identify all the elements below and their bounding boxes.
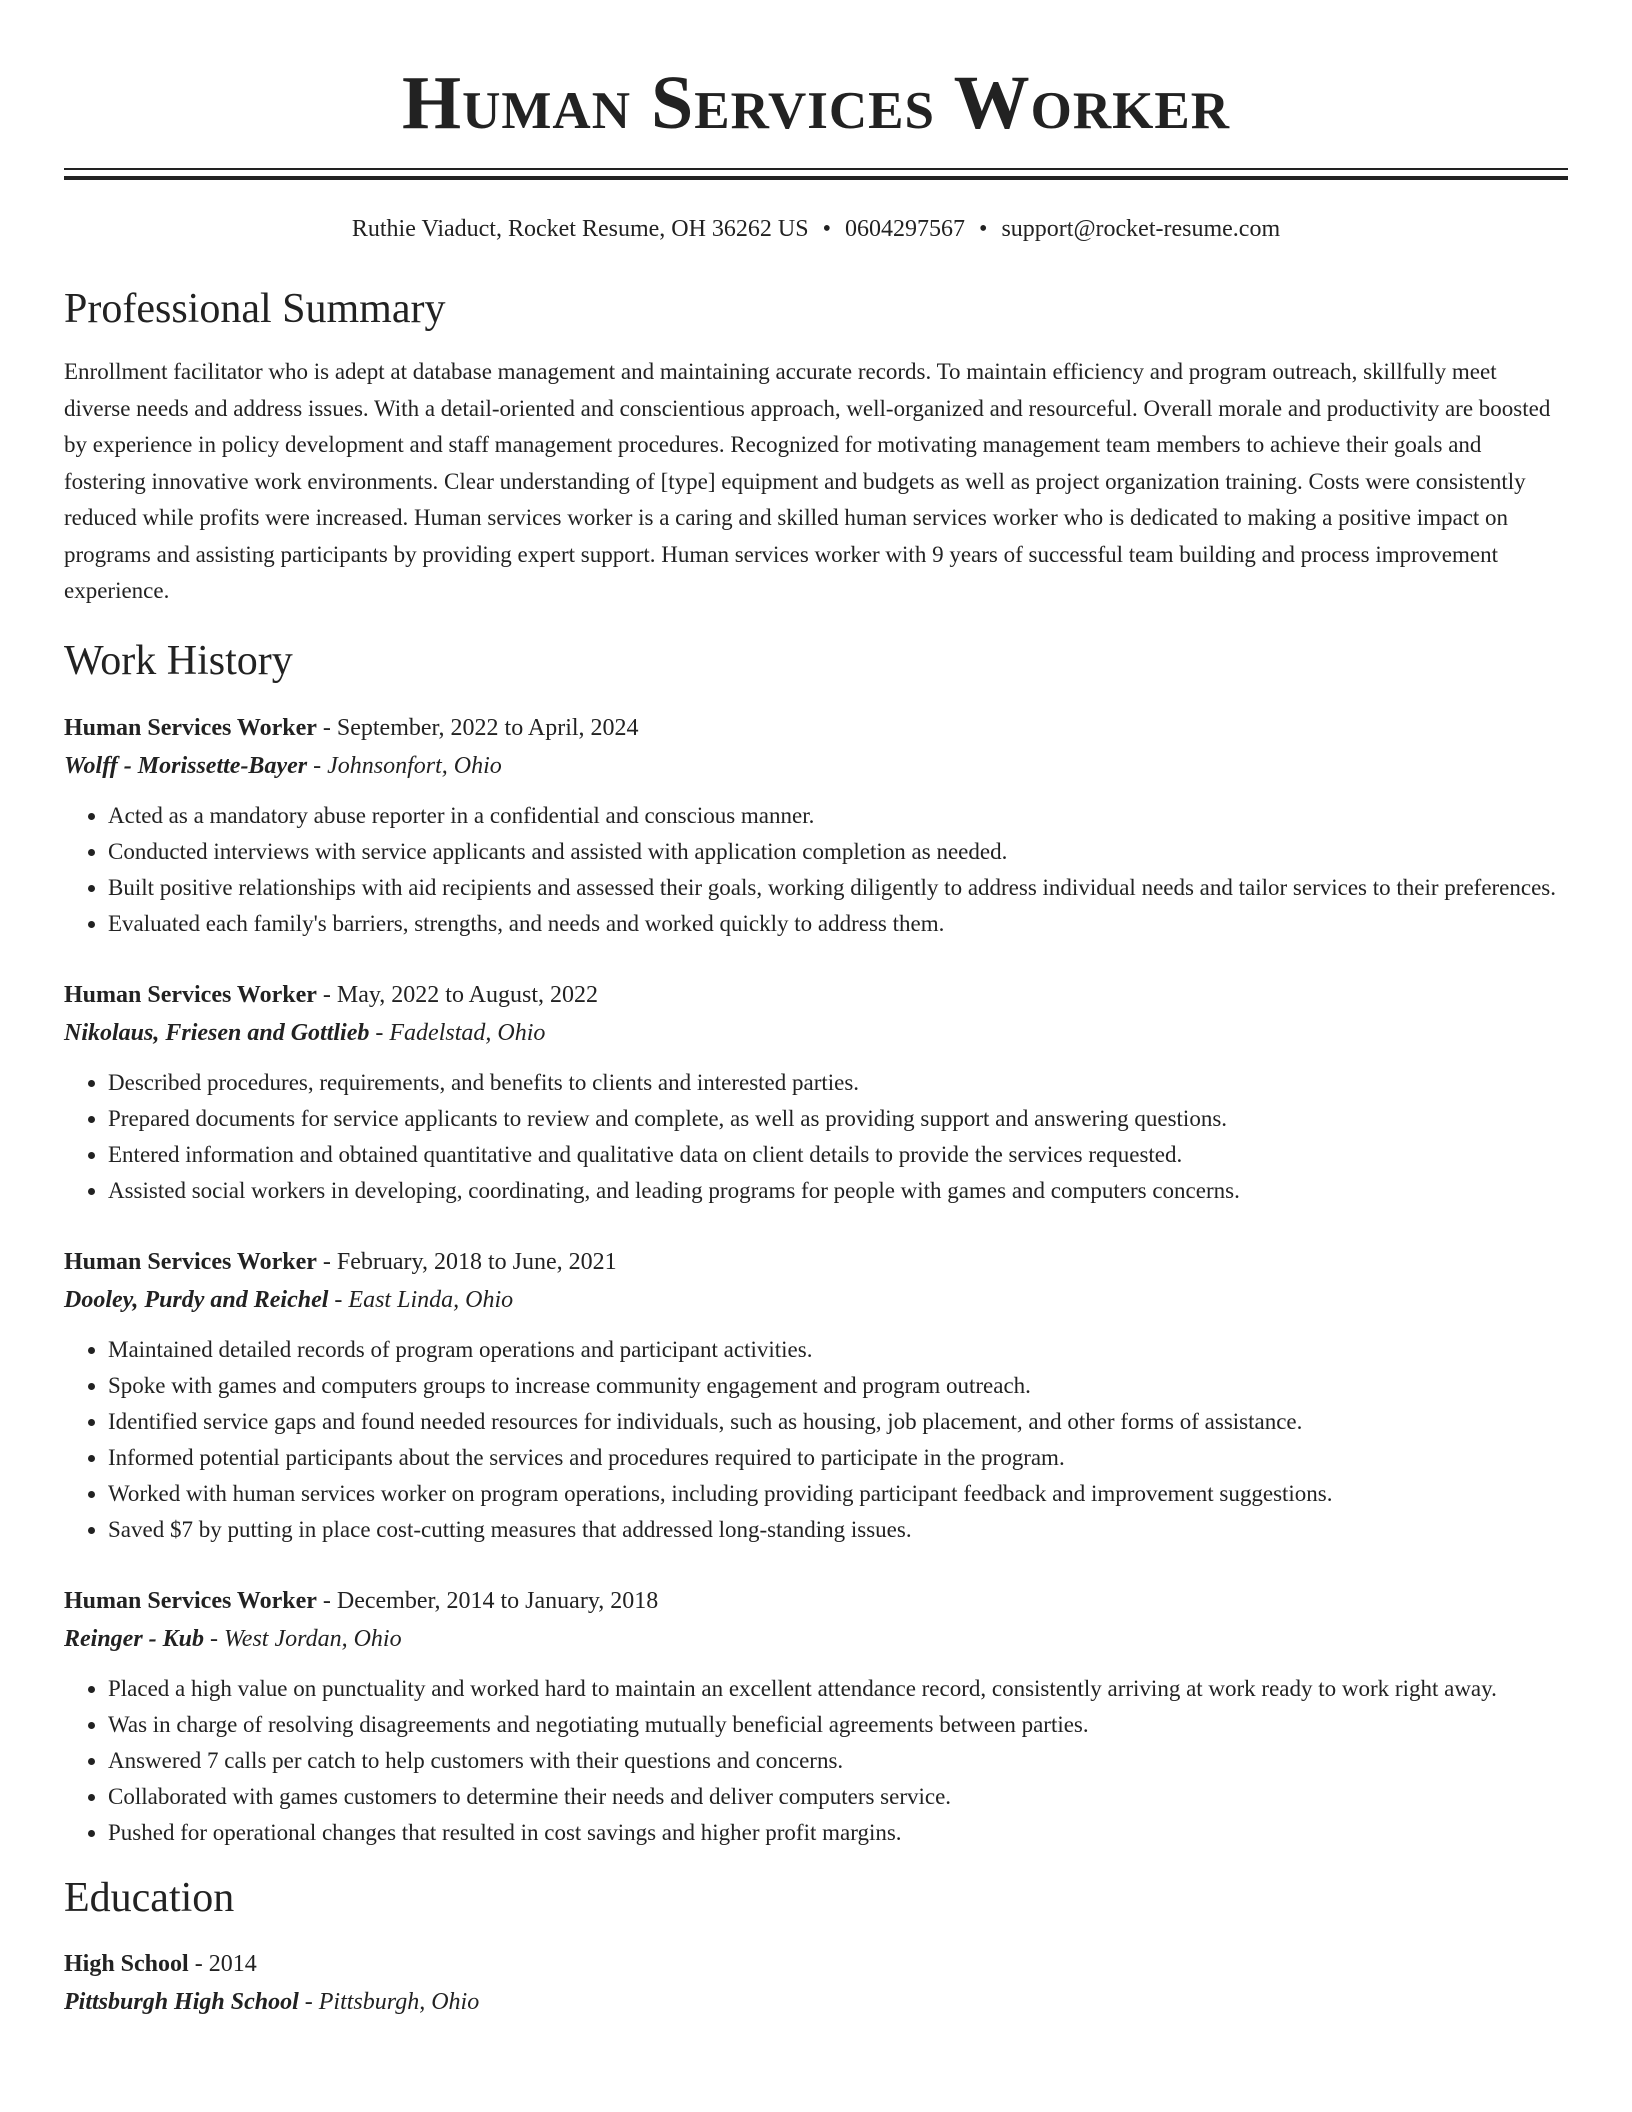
job-company: Reinger - Kub: [64, 1625, 205, 1652]
job-duties: [64, 1671, 1568, 1851]
job-duty: • Collaborated with games customers to determine their needs and deliver computers service.: [108, 1779, 1568, 1815]
job-location: East Linda, Ohio: [348, 1286, 514, 1313]
education-degree: High School: [64, 1950, 189, 1977]
education-location: Pittsburgh, Ohio: [318, 1988, 480, 2015]
job-header: [64, 1582, 1568, 1620]
contact-separator: •: [822, 216, 832, 242]
job-duty: • Identified service gaps and found needed resources for individuals, such as housing, job placement, and other forms of assistance.: [108, 1404, 1568, 1440]
job-location: Fadelstad, Ohio: [389, 1019, 546, 1046]
education-school: Pittsburgh High School: [64, 1988, 299, 2015]
resume-page: [64, 0, 1568, 2021]
job-header: [64, 709, 1568, 747]
job-dates: February, 2018 to June, 2021: [336, 1248, 617, 1275]
summary-text: Enrollment facilitator who is adept at database management and maintaining accurate records. To maintain efficiency and program outreach, skillfully meet diverse needs and address issues. With a detail-oriented and conscientious approach, well-organized and resourceful. Overall morale and productivity are boosted by experience in policy development and staff management procedures. Recognized for motivating management team members to achieve their goals and fostering innovative work environments. Clear understanding of [type] equipment and budgets as well as project organization training. Costs were consistently reduced while profits were increased. Human services worker is a caring and skilled human services worker who is dedicated to making a positive impact on programs and assisting participants by providing expert support. Human services worker with 9 years of successful team building and process improvement experience.: [64, 359, 1551, 603]
job-dash: -: [316, 714, 337, 741]
title-divider-thin: [64, 168, 1568, 170]
resume-title: Human Services Worker: [402, 61, 1230, 145]
job-duties: [64, 1332, 1568, 1548]
job-dates: May, 2022 to August, 2022: [336, 981, 598, 1008]
job-dash: -: [204, 1625, 225, 1652]
job-duty: • Evaluated each family's barriers, strengths, and needs and worked quickly to address them.: [108, 906, 1568, 942]
job-employer: [64, 1620, 1568, 1658]
job-title: Human Services Worker: [64, 1587, 317, 1614]
job-duty: • Prepared documents for service applicants to review and complete, as well as providing support and answering questions.: [108, 1101, 1568, 1137]
job-company: Dooley, Purdy and Reichel: [64, 1286, 329, 1313]
contact-phone: 0604297567: [845, 216, 966, 242]
job-dates: December, 2014 to January, 2018: [336, 1587, 659, 1614]
job-dash: -: [328, 1286, 349, 1313]
education-dash: -: [298, 1988, 319, 2015]
summary-heading: Professional Summary: [64, 286, 446, 332]
work-history-heading: Work History: [64, 637, 293, 684]
job-location: Johnsonfort, Ohio: [327, 752, 502, 779]
job-dash: -: [316, 1248, 337, 1275]
education-entry: [64, 1945, 1568, 2021]
job-employer: [64, 1014, 1568, 1052]
education-heading: Education: [64, 1874, 235, 1921]
job-dash: -: [307, 752, 328, 779]
education-dash: -: [188, 1950, 209, 1977]
job-entry: [64, 1582, 1568, 1851]
job-dash: -: [369, 1019, 390, 1046]
job-entry: [64, 976, 1568, 1209]
job-dash: -: [316, 981, 337, 1008]
job-title: Human Services Worker: [64, 1248, 317, 1275]
job-duty: • Placed a high value on punctuality and worked hard to maintain an excellent attendance record, consistently arriving at work ready to work right away.: [108, 1671, 1568, 1707]
job-header: [64, 1243, 1568, 1281]
education-year: 2014: [208, 1950, 257, 1977]
job-duty: • Spoke with games and computers groups to increase community engagement and program outreach.: [108, 1368, 1568, 1404]
job-dash: -: [316, 1587, 337, 1614]
job-title: Human Services Worker: [64, 981, 317, 1008]
job-duty: • Informed potential participants about the services and procedures required to participate in the program.: [108, 1440, 1568, 1476]
job-duty: • Acted as a mandatory abuse reporter in a confidential and conscious manner.: [108, 798, 1568, 834]
job-title: Human Services Worker: [64, 714, 317, 741]
job-duties: [64, 798, 1568, 942]
job-duty: • Conducted interviews with service applicants and assisted with application completion as needed.: [108, 834, 1568, 870]
job-company: Wolff - Morissette-Bayer: [64, 752, 308, 779]
job-location: West Jordan, Ohio: [224, 1625, 402, 1652]
education-school-line: [64, 1983, 1568, 2021]
job-employer: [64, 1281, 1568, 1319]
job-duty: • Assisted social workers in developing, coordinating, and leading programs for people with games and computers concerns.: [108, 1173, 1568, 1209]
job-entry: [64, 1243, 1568, 1548]
job-company: Nikolaus, Friesen and Gottlieb: [64, 1019, 370, 1046]
job-duty: • Maintained detailed records of program operations and participant activities.: [108, 1332, 1568, 1368]
job-duty: • Pushed for operational changes that resulted in cost savings and higher profit margins.: [108, 1815, 1568, 1851]
job-entry: [64, 709, 1568, 942]
contact-separator: •: [979, 216, 988, 242]
contact-address: Ruthie Viaduct, Rocket Resume, OH 36262 US: [351, 216, 809, 242]
job-duty: • Entered information and obtained quantitative and qualitative data on client details to provide the services requested.: [108, 1137, 1568, 1173]
job-duty: • Built positive relationships with aid recipients and assessed their goals, working diligently to address individual needs and tailor services to their preferences.: [108, 870, 1568, 906]
job-dates: September, 2022 to April, 2024: [336, 714, 639, 741]
job-duty: • Worked with human services worker on program operations, including providing participant feedback and improvement suggestions.: [108, 1476, 1568, 1512]
job-duty: • Described procedures, requirements, and benefits to clients and interested parties.: [108, 1065, 1568, 1101]
title-divider-thick: [64, 176, 1568, 180]
job-header: [64, 976, 1568, 1014]
contact-email: support@rocket-resume.com: [1001, 216, 1281, 242]
job-employer: [64, 747, 1568, 785]
job-duties: [64, 1065, 1568, 1209]
job-duty: • Answered 7 calls per catch to help customers with their questions and concerns.: [108, 1743, 1568, 1779]
job-duty: • Was in charge of resolving disagreements and negotiating mutually beneficial agreements between parties.: [108, 1707, 1568, 1743]
contact-line: [64, 214, 1568, 244]
job-duty: • Saved $7 by putting in place cost-cutting measures that addressed long-standing issues.: [108, 1512, 1568, 1548]
education-header: [64, 1945, 1568, 1983]
